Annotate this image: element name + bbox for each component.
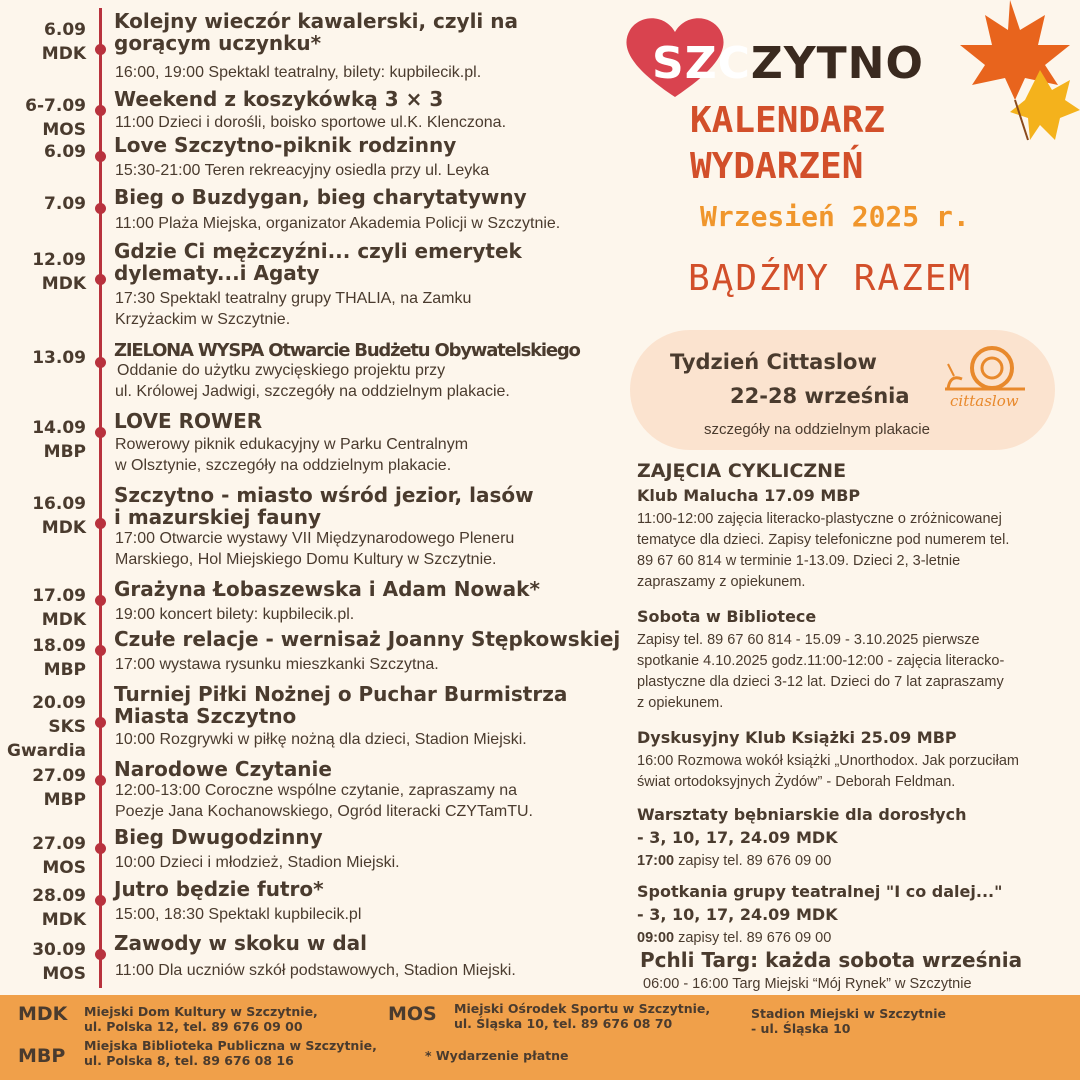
cyclic-block-text: Zapisy tel. 89 67 60 814 - 15.09 - 3.10.2025 pierwsze spotkanie 4.10.2025 godz.11:00-12:00 - zajęcia literacko- plastyczne dla dzieci 3-12 lat. Dzieci do 7 lat zapraszamy z opiekunem. bbox=[637, 632, 1005, 711]
event-description: 11:00 Dzieci i dorośli, boisko sportowe ul.K. Klenczona. bbox=[115, 114, 507, 131]
flea-text: 06:00 - 16:00 Targ Miejski “Mój Rynek” w Szczytnie bbox=[643, 976, 972, 992]
event-date: 17.09 MDK bbox=[32, 586, 86, 630]
event-description: Oddanie do użytku zwycięskiego projektu przy ul. Królowej Jadwigi, szczegóły na oddzielnym plakacie. bbox=[115, 362, 510, 400]
timeline-dot bbox=[95, 717, 106, 728]
event-title: Narodowe Czytanie bbox=[114, 757, 332, 781]
event-title: Gdzie Ci mężczyźni... czyli emerytek dylematy...i Agaty bbox=[114, 239, 522, 285]
timeline-dot bbox=[95, 274, 106, 285]
cittaslow-note: szczegóły na oddzielnym plakacie bbox=[704, 421, 930, 438]
event-date: 30.09 MOS bbox=[32, 940, 86, 984]
header-slogan: BĄDŹMY RAZEM bbox=[688, 258, 973, 299]
timeline-dot bbox=[95, 151, 106, 162]
event-description: 11:00 Plaża Miejska, organizator Akademia Policji w Szczytnie. bbox=[115, 215, 561, 232]
event-description: 15:00, 18:30 Spektakl kupbilecik.pl bbox=[115, 906, 362, 923]
timeline-dot bbox=[95, 949, 106, 960]
event-description: 11:00 Dla uczniów szkół podstawowych, Stadion Miejski. bbox=[115, 962, 516, 979]
cittaslow-dates: 22-28 września bbox=[730, 384, 910, 408]
event-date: 12.09 MDK bbox=[32, 250, 86, 294]
cyclic-block-title: Dyskusyjny Klub Książki 25.09 MBP bbox=[637, 728, 957, 747]
event-description: 16:00, 19:00 Spektakl teatralny, bilety: kupbilecik.pl. bbox=[115, 64, 482, 81]
event-date: 13.09 bbox=[32, 348, 86, 368]
event-title: Szczytno - miasto wśród jezior, lasów i mazurskiej fauny bbox=[114, 483, 534, 529]
footer-mdk-text: Miejski Dom Kultury w Szczytnie, ul. Polska 12, tel. 89 676 09 00 bbox=[84, 1004, 318, 1034]
snail-icon bbox=[940, 334, 1030, 394]
event-date: 16.09 MDK bbox=[32, 494, 86, 538]
event-title: Jutro będzie futro* bbox=[114, 877, 324, 901]
event-date: 27.09 MOS bbox=[32, 834, 86, 878]
cyclic-block-title: Sobota w Bibliotece bbox=[637, 607, 817, 626]
timeline-dot bbox=[95, 895, 106, 906]
cyclic-block-text: 16:00 Rozmowa wokół książki „Unorthodox. Jak porzuciłam świat ortodoksyjnych Żydów” - Deborah Feldman. bbox=[637, 753, 1019, 790]
header-line1: KALENDARZ bbox=[690, 100, 886, 141]
header-month: Wrzesień 2025 r. bbox=[700, 200, 970, 233]
cyclic-block-dates: - 3, 10, 17, 24.09 MDK bbox=[637, 828, 838, 847]
event-title: Bieg o Buzdygan, bieg charytatywny bbox=[114, 185, 527, 209]
cyclic-block bbox=[637, 805, 1077, 872]
event-date: 6.09 bbox=[44, 142, 86, 162]
logo-wordmark: SZCZYTNO bbox=[652, 38, 924, 89]
footer-mos-abbr: MOS bbox=[388, 1003, 437, 1025]
timeline-dot bbox=[95, 427, 106, 438]
footer-mbp-text: Miejska Biblioteka Publiczna w Szczytnie, ul. Polska 8, tel. 89 676 08 16 bbox=[84, 1038, 377, 1068]
timeline-dot bbox=[95, 105, 106, 116]
event-description: 17:30 Spektakl teatralny grupy THALIA, na Zamku Krzyżackim w Szczytnie. bbox=[115, 290, 472, 328]
flea-title: Pchli Targ: każda sobota września bbox=[640, 948, 1023, 972]
event-date: 6.09 MDK bbox=[41, 20, 86, 64]
event-title: Grażyna Łobaszewska i Adam Nowak* bbox=[114, 577, 540, 601]
footer bbox=[0, 995, 1080, 1080]
footer-mdk-abbr: MDK bbox=[18, 1003, 68, 1025]
cittaslow-title: Tydzień Cittaslow bbox=[670, 350, 877, 374]
cyclic-block-dates: - 3, 10, 17, 24.09 MDK bbox=[637, 905, 838, 924]
timeline-dot bbox=[95, 595, 106, 606]
cyclic-block-title: Klub Malucha 17.09 MBP bbox=[637, 486, 861, 505]
event-title: Love Szczytno-piknik rodzinny bbox=[114, 133, 457, 157]
footer-mos-text: Miejski Ośrodek Sportu w Szczytnie, ul. Śląska 10, tel. 89 676 08 70 bbox=[454, 1001, 711, 1031]
timeline-dot bbox=[95, 518, 106, 529]
cyclic-block-text: 17:00 zapisy tel. 89 676 09 00 bbox=[637, 853, 832, 869]
cittaslow-logo-text: cittaslow bbox=[950, 392, 1019, 410]
event-date: 18.09 MBP bbox=[32, 636, 86, 680]
cyclic-heading: ZAJĘCIA CYKLICZNE bbox=[637, 460, 847, 482]
event-description: Rowerowy piknik edukacyjny w Parku Centralnym w Olsztynie, szczegóły na oddzielnym plakacie. bbox=[115, 436, 469, 474]
cyclic-block-text: 11:00-12:00 zajęcia literacko-plastyczne o zróżnicowanej tematyce dla dzieci. Zapisy telefoniczne pod numerem tel. 89 67 60 814 w terminie 1-13.09. Dzieci 2, 3-letnie zapraszamy z opiekunem. bbox=[637, 511, 1010, 590]
event-description: 17:00 wystawa rysunku mieszkanki Szczytna. bbox=[115, 656, 439, 673]
cyclic-block bbox=[637, 728, 1077, 793]
event-title: Czułe relacje - wernisaż Joanny Stępkowskiej bbox=[114, 627, 621, 651]
event-title: ZIELONA WYSPA Otwarcie Budżetu Obywatelskiego bbox=[114, 340, 580, 361]
event-date: 27.09 MBP bbox=[32, 766, 86, 810]
cyclic-block-text: 09:00 zapisy tel. 89 676 09 00 bbox=[637, 930, 832, 946]
event-title: Kolejny wieczór kawalerski, czyli na gorącym uczynku* bbox=[114, 9, 518, 55]
cyclic-section bbox=[637, 460, 1077, 949]
event-description: 19:00 koncert bilety: kupbilecik.pl. bbox=[115, 606, 355, 623]
cyclic-block bbox=[637, 607, 1077, 714]
event-title: Weekend z koszykówką 3 × 3 bbox=[114, 87, 444, 111]
header-line2: WYDARZEŃ bbox=[690, 146, 864, 187]
timeline-dot bbox=[95, 357, 106, 368]
cyclic-block-title: Warsztaty bębniarskie dla dorosłych bbox=[637, 805, 967, 824]
szczytno-logo bbox=[620, 12, 924, 102]
event-date: 14.09 MBP bbox=[32, 418, 86, 462]
event-description: 17:00 Otwarcie wystawy VII Międzynarodowego Pleneru Marskiego, Hol Miejskiego Domu Kultury w Szczytnie. bbox=[115, 530, 515, 568]
event-title: Zawody w skoku w dal bbox=[114, 931, 367, 955]
timeline-dot bbox=[95, 645, 106, 656]
event-description: 15:30-21:00 Teren rekreacyjny osiedla przy ul. Leyka bbox=[115, 162, 490, 179]
event-date: 28.09 MDK bbox=[32, 886, 86, 930]
event-date: 20.09 SKS Gwardia bbox=[7, 693, 86, 761]
event-date: 7.09 bbox=[44, 194, 86, 214]
event-title: Turniej Piłki Nożnej o Puchar Burmistrza Miasta Szczytno bbox=[114, 682, 568, 728]
footer-paid-note: * Wydarzenie płatne bbox=[425, 1048, 569, 1063]
cyclic-block-title: Spotkania grupy teatralnej "I co dalej..." bbox=[637, 882, 1003, 901]
event-title: Bieg Dwugodzinny bbox=[114, 825, 323, 849]
timeline-dot bbox=[95, 843, 106, 854]
event-title: LOVE ROWER bbox=[114, 409, 263, 433]
footer-mbp-abbr: MBP bbox=[18, 1045, 66, 1067]
cyclic-blocks bbox=[637, 486, 1077, 949]
timeline-dot bbox=[95, 203, 106, 214]
footer-stadion-text: Stadion Miejski w Szczytnie - ul. Śląska 10 bbox=[751, 1006, 947, 1036]
timeline-dot bbox=[95, 775, 106, 786]
event-description: 10:00 Dzieci i młodzież, Stadion Miejski. bbox=[115, 854, 400, 871]
timeline-dot bbox=[95, 44, 106, 55]
cyclic-block bbox=[637, 486, 1077, 593]
event-description: 10:00 Rozgrywki w piłkę nożną dla dzieci, Stadion Miejski. bbox=[115, 731, 527, 748]
event-date: 6-7.09 MOS bbox=[25, 96, 86, 140]
event-description: 12:00-13:00 Coroczne wspólne czytanie, zapraszamy na Poezje Jana Kochanowskiego, Ogród literacki CZYTamTU. bbox=[115, 782, 533, 820]
cyclic-block bbox=[637, 882, 1077, 949]
